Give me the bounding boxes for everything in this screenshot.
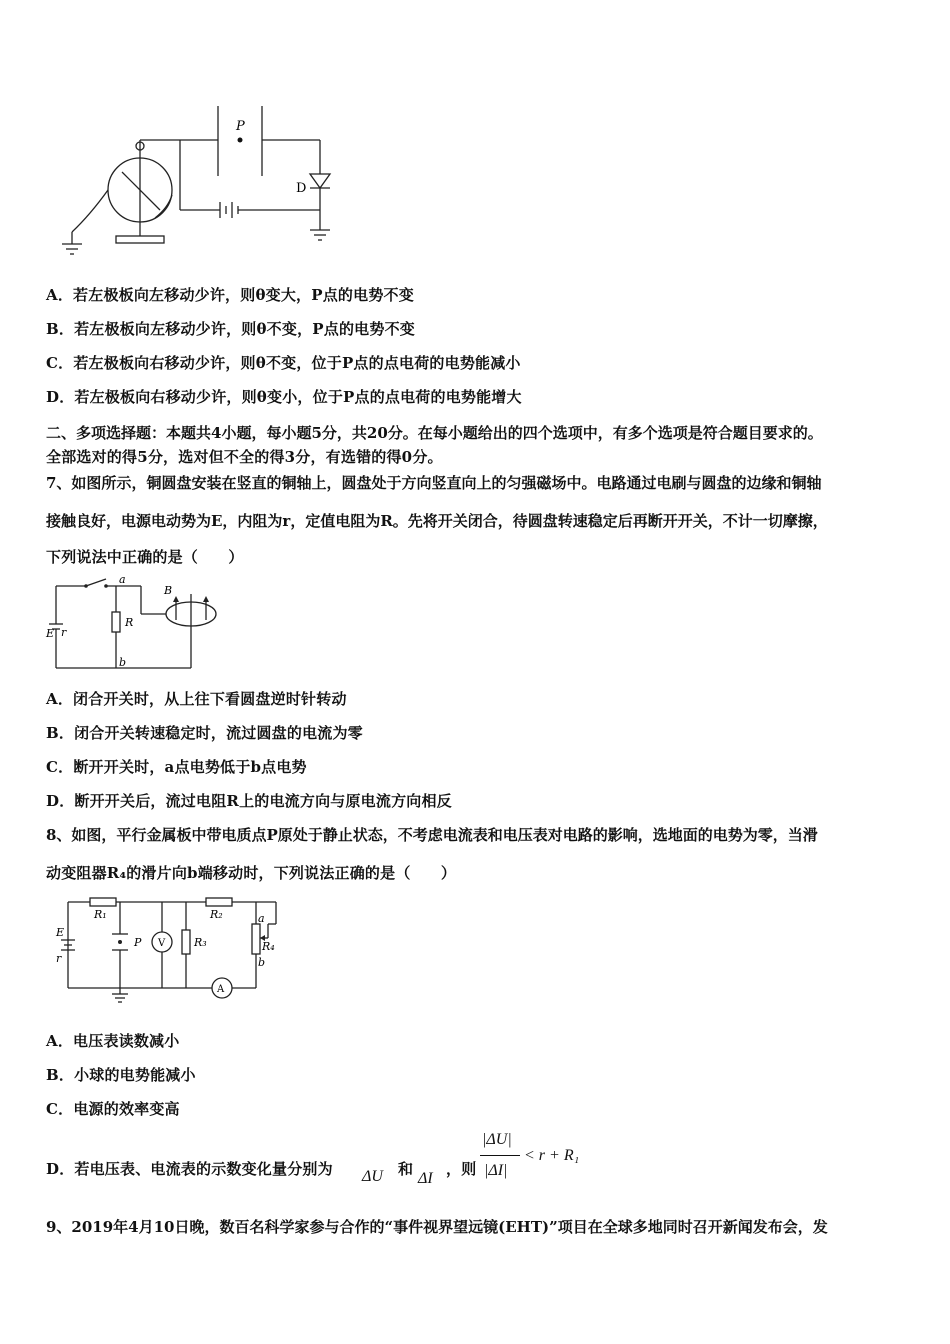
- q8-inequality-rhs: < r + R₁: [524, 1147, 580, 1164]
- label-a: a: [119, 573, 126, 586]
- q8-and: 和: [398, 1160, 414, 1178]
- q7-stem-3: 下列说法中正确的是（ ）: [46, 548, 244, 566]
- q7-option-d: D．断开开关后，流过电阻R上的电流方向与原电流方向相反: [46, 792, 452, 810]
- label-e-q8: E: [56, 926, 65, 939]
- q8-then: ，则: [446, 1160, 477, 1178]
- q8-option-c: C．电源的效率变高: [46, 1100, 180, 1118]
- label-r: R: [125, 616, 134, 629]
- section2-scoring: 全部选对的得5分，选对但不全的得3分，有选错的得0分。: [46, 448, 443, 466]
- label-r3: R₃: [194, 936, 207, 949]
- q8-circuit-figure: [56, 894, 296, 1004]
- q8-fraction-den: |ΔI|: [484, 1162, 508, 1179]
- label-r4: R₄: [262, 940, 275, 953]
- label-p-q8: P: [134, 936, 142, 949]
- q8-option-d-prefix: D．若电压表、电流表的示数变化量分别为: [46, 1160, 333, 1178]
- q8-fraction-num: |ΔU|: [482, 1131, 512, 1148]
- label-a-q8: a: [258, 912, 265, 925]
- q7-option-a: A．闭合开关时，从上往下看圆盘逆时针转动: [46, 690, 347, 708]
- q7-stem-2: 接触良好，电源电动势为E，内阻为r，定值电阻为R。先将开关闭合，待圆盘转速稳定后再断开开关，不计一切摩擦，: [46, 512, 828, 530]
- label-b: b: [119, 656, 127, 669]
- label-b-field: B: [164, 584, 173, 597]
- q8-stem-1: 8、如图，平行金属板中带电质点P原处于静止状态，不考虑电流表和电压表对电路的影响，选地面的电势为零，当滑: [46, 826, 818, 844]
- voltmeter-label: V: [158, 938, 166, 949]
- q8-fraction-bar: [480, 1155, 520, 1156]
- q9-stem-1: 9、2019年4月10日晚，数百名科学家参与合作的“事件视界望远镜(EHT)”项目在全球多地同时召开新闻发布会，发: [46, 1218, 828, 1236]
- q7-option-b: B．闭合开关转速稳定时，流过圆盘的电流为零: [46, 724, 363, 742]
- q8-delta-i: ΔI: [418, 1170, 433, 1187]
- q7-stem-1: 7、如图所示，铜圆盘安装在竖直的铜轴上，圆盘处于方向竖直向上的匀强磁场中。电路通过电刷与圆盘的边缘和铜轴: [46, 474, 822, 492]
- q7-circuit-figure: [46, 574, 236, 674]
- q8-delta-u: ΔU: [362, 1168, 383, 1185]
- q7-option-c: C．断开开关时，a点电势低于b点电势: [46, 758, 307, 776]
- q8-option-b: B．小球的电势能减小: [46, 1066, 196, 1084]
- q6-option-d: D．若左极板向右移动少许，则θ变小，位于P点的点电荷的电势能增大: [46, 388, 522, 406]
- ammeter-label: A: [217, 984, 225, 995]
- label-r-internal: r: [61, 626, 67, 639]
- label-d: D: [296, 181, 307, 196]
- q6-option-a: A．若左极板向左移动少许，则θ变大，P点的电势不变: [46, 286, 414, 304]
- q6-option-b: B．若左极板向左移动少许，则θ不变，P点的电势不变: [46, 320, 415, 338]
- label-r1: R₁: [94, 908, 107, 921]
- label-r2: R₂: [210, 908, 223, 921]
- label-r-q8: r: [56, 952, 62, 965]
- label-p: P: [236, 119, 245, 134]
- label-b-q8: b: [258, 956, 266, 969]
- label-e: E: [46, 627, 55, 640]
- q6-circuit-figure: [60, 100, 360, 260]
- q8-option-a: A．电压表读数减小: [46, 1032, 180, 1050]
- section2-heading: 二、多项选择题：本题共4小题，每小题5分，共20分。在每小题给出的四个选项中，有多个选项是符合题目要求的。: [46, 424, 823, 442]
- q8-stem-2: 动变阻器R₄的滑片向b端移动时，下列说法正确的是（ ）: [46, 864, 457, 882]
- q6-option-c: C．若左极板向右移动少许，则θ不变，位于P点的点电荷的电势能减小: [46, 354, 521, 372]
